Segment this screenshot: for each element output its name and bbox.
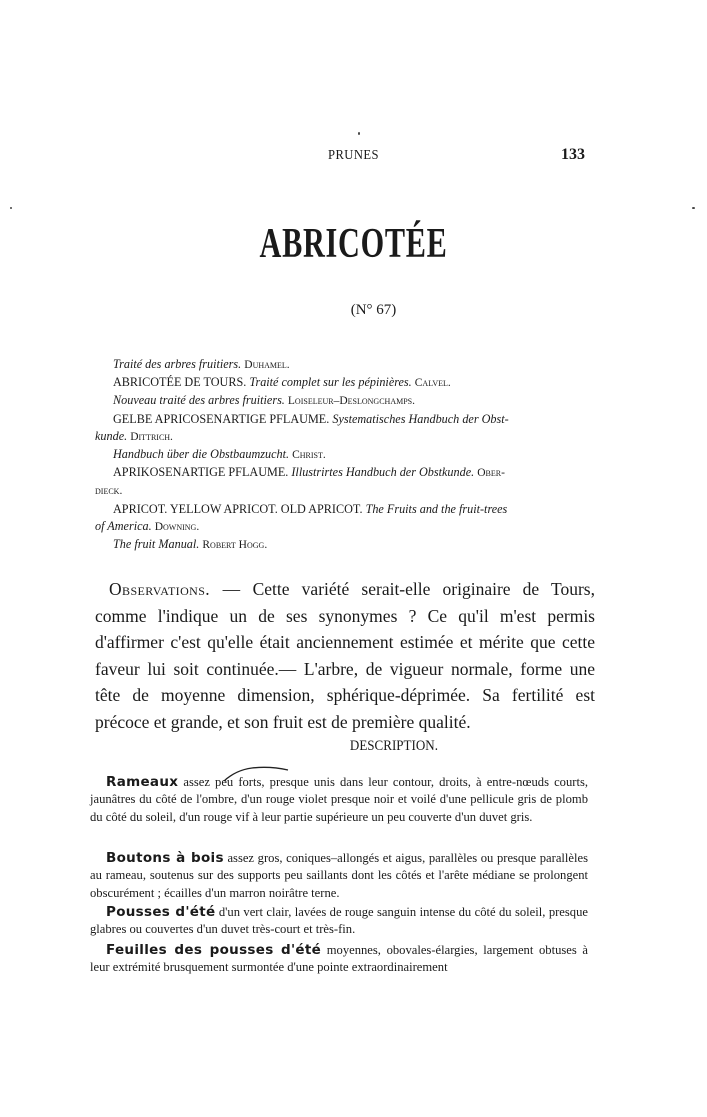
variety-title	[0, 220, 707, 268]
description-text: d'un vert clair, lavées de rouge sanguin intense du côté du soleil, presque glabres ou couvertes d'un duvet très-court et très-fin.	[90, 905, 588, 937]
description-lead: Boutons à bois	[106, 850, 224, 866]
synonym-line	[95, 374, 595, 392]
synonym-work: Nouveau traité des arbres fruitiers.	[113, 393, 285, 408]
variety-number: (N° 67)	[350, 302, 397, 318]
synonym-name: ABRICOTÉE DE TOURS.	[113, 375, 247, 390]
page-number: 133	[561, 146, 585, 163]
running-title: PRUNES	[328, 148, 380, 163]
observations-text: Cette variété serait-elle originaire de Tours, comme l'indique un de ses synonymes ? Ce qu'il m'est permis d'affirmer c'est qu'elle était anciennement estimée et mérite que cette faveur lui soit continuée.— L'arbre, de vigueur normale, forme une tête de moyenne dimension, sphérique-déprimée. Sa fertilité est précoce et grande, et son fruit est de première qualité.	[95, 579, 595, 732]
synonym-work: Handbuch über die Obstbaumzucht.	[113, 447, 290, 462]
synonym-line	[95, 446, 595, 464]
description-paragraph	[90, 942, 588, 977]
description-paragraph	[90, 904, 588, 939]
synonym-work: The Fruits and the fruit-trees	[365, 501, 508, 516]
synonym-name: APRIKOSENARTIGE PFLAUME.	[113, 465, 289, 480]
description-paragraph	[90, 850, 588, 902]
description-lead: Feuilles des pousses d'été	[106, 942, 322, 958]
synonym-author: Robert Hogg.	[202, 539, 268, 552]
synonym-author: Ober-	[477, 467, 505, 480]
synonym-line	[95, 536, 595, 554]
description-lead: Rameaux	[106, 774, 179, 790]
synonym-author: Downing.	[154, 520, 200, 533]
synonym-work: kunde.	[95, 428, 128, 443]
description-heading-text: DESCRIPTION.	[349, 738, 438, 754]
synonym-work: of America.	[95, 518, 152, 533]
description-text: assez peu forts, presque unis dans leur contour, droits, à entre-nœuds courts, jaunâtres du côté de l'ombre, d'un rouge violet presque noir et voilé d'une pellicule gris de plomb du côté du soleil, d'un rouge vif à leur partie supérieure un peu couverte d'un duvet gris.	[90, 775, 588, 824]
synonym-author: Dittrich.	[130, 430, 173, 443]
synonym-work: Traité complet sur les pépinières.	[249, 375, 412, 390]
description-heading	[40, 738, 707, 755]
variety-title-text: ABRICOTÉE	[259, 221, 448, 267]
synonym-work: Systematisches Handbuch der Obst-	[332, 411, 509, 426]
synonym-line	[95, 356, 595, 374]
synonym-line	[95, 518, 595, 536]
synonym-line	[95, 428, 595, 446]
description-text: assez gros, coniques–allongés et aigus, parallèles ou presque parallèles au rameau, soutenus sur des supports peu saillants dont les côtés et l'arête médiane se prolongent obscurément ; écailles d'un marron noirâtre terne.	[90, 851, 588, 900]
description-lead: Pousses d'été	[106, 904, 216, 920]
synonym-work: Traité des arbres fruitiers.	[113, 357, 242, 371]
observations-heading: Observations. —	[109, 579, 241, 599]
synonym-author: Calvel.	[414, 377, 451, 390]
synonym-list	[95, 356, 595, 554]
synonym-author: Loiseleur–Deslongchamps.	[287, 395, 415, 408]
paper-speck	[692, 207, 695, 209]
synonym-name: APRICOT. YELLOW APRICOT. OLD APRICOT.	[113, 501, 363, 516]
description-text: moyennes, obovales-élargies, largement obtuses à leur extrémité brusquement surmontée d'une pointe extraordinairement	[90, 943, 588, 975]
synonym-author: Christ.	[292, 449, 326, 462]
synonym-line	[95, 411, 595, 428]
synonym-author: dieck.	[95, 485, 123, 498]
synonym-name: GELBE APRICOSENARTIGE PFLAUME.	[113, 411, 330, 426]
paper-speck	[358, 132, 360, 135]
running-head	[100, 148, 600, 170]
synonym-author: Duhamel.	[244, 359, 290, 371]
paper-speck	[10, 207, 12, 209]
synonym-line	[95, 392, 595, 410]
synonym-work: Illustrirtes Handbuch der Obstkunde.	[291, 465, 475, 480]
synonym-line	[95, 482, 595, 500]
description-paragraph	[90, 774, 588, 826]
observations-paragraph	[95, 576, 595, 735]
synonym-work: The fruit Manual.	[113, 537, 200, 552]
synonym-line	[95, 464, 595, 482]
synonym-line	[95, 501, 595, 518]
